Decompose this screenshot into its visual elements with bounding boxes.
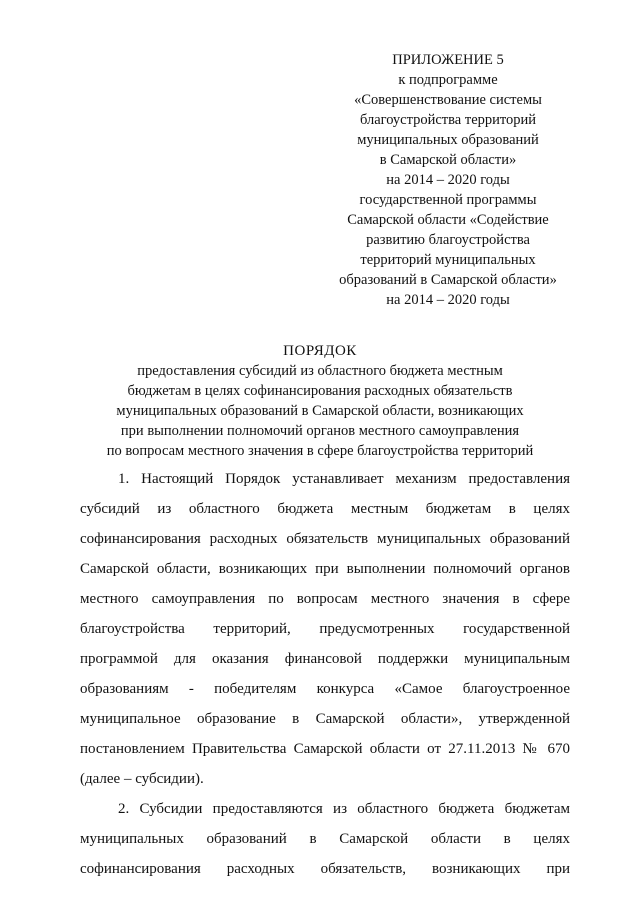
appendix-line: развитию благоустройства [366,232,530,248]
document-title [60,341,580,461]
paragraph-line: софинансирования расходных обязательств, возникающих при [80,861,570,877]
appendix-line: образований в Самарской области» [339,272,557,288]
title-subtitle-line: предоставления субсидий из областного бюджета местным [137,363,503,379]
paragraph-line: (далее – субсидии). [80,771,204,787]
title-subtitle-line: муниципальных образований в Самарской области, возникающих [116,403,524,419]
appendix-line: в Самарской области» [379,152,517,168]
appendix-line: Самарской области «Содействие [347,212,549,228]
body-text [80,464,570,884]
title-heading: ПОРЯДОК [283,343,357,359]
paragraph-line: 2. Субсидии предоставляются из областного бюджета бюджетам [118,801,570,817]
paragraph-line: софинансирования расходных обязательств муниципальных образований [80,531,570,547]
paragraph-line: местного самоуправления по вопросам местного значения в сфере [80,591,570,607]
paragraph-line: Самарской области, возникающих при выполнении полномочий органов [80,561,570,577]
paragraph-line: муниципальное образование в Самарской области», утвержденной [80,711,570,727]
paragraph-line: образованиям - победителям конкурса «Самое благоустроенное [80,681,570,697]
title-subtitle-line: при выполнении полномочий органов местного самоуправления [120,423,520,439]
paragraph-line: программой для оказания финансовой поддержки муниципальным [80,651,570,667]
appendix-line: ПРИЛОЖЕНИЕ 5 [392,52,504,68]
appendix-line: государственной программы [359,192,537,208]
paragraph-line: постановлением Правительства Самарской области от 27.11.2013 № 670 [80,741,570,757]
appendix-line: на 2014 – 2020 годы [386,172,510,188]
appendix-line: муниципальных образований [357,132,539,148]
appendix-line: на 2014 – 2020 годы [386,292,510,308]
appendix-line: территорий муниципальных [360,252,536,268]
title-subtitle-line: бюджетам в целях софинансирования расходных обязательств [127,383,513,399]
appendix-line: к подпрограмме [398,72,498,88]
paragraph-line: 1. Настоящий Порядок устанавливает механизм предоставления [118,471,570,487]
appendix-header [320,50,576,310]
paragraph-line: субсидий из областного бюджета местным бюджетам в целях [80,501,570,517]
appendix-line: благоустройства территорий [359,112,537,128]
title-subtitle-line: по вопросам местного значения в сфере благоустройства территорий [106,443,534,459]
paragraph-line: благоустройства территорий, предусмотренных государственной [80,621,570,637]
paragraph-line: муниципальных образований в Самарской области в целях [80,831,570,847]
appendix-line: «Совершенствование системы [354,92,542,108]
